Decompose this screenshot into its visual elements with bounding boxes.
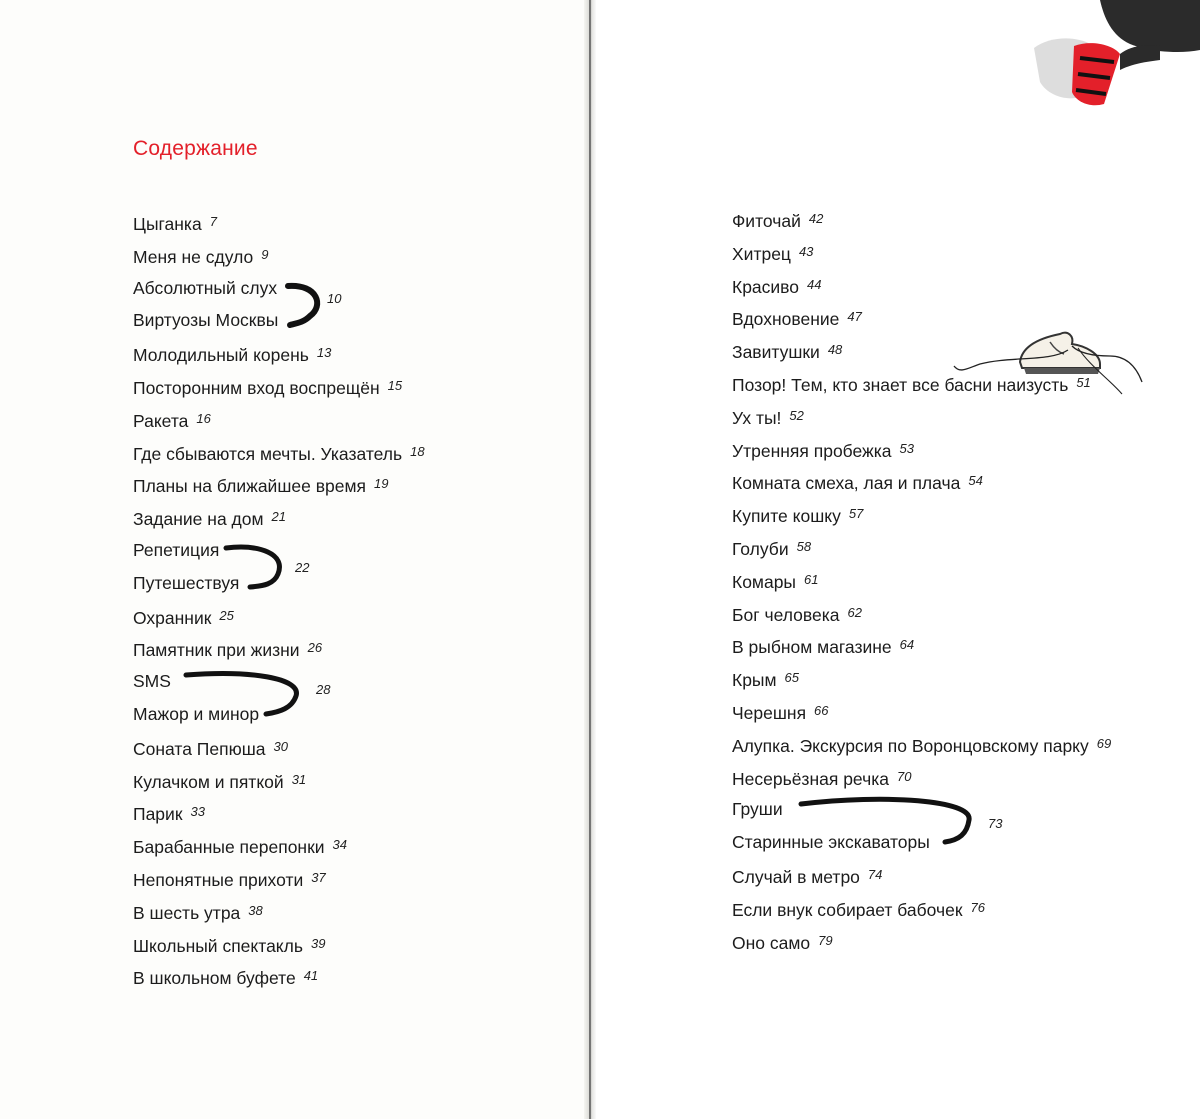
toc-entry-page: 26 [307,640,323,656]
toc-entry [133,600,425,633]
toc-entry-title: Путешествуя [133,572,240,593]
toc-entry-page: 31 [291,771,307,787]
toc-entry [133,764,425,797]
toc-entry-page: 64 [899,637,915,653]
toc-entry-title: Ракета [133,410,189,431]
toc-entry-page: 69 [1096,735,1112,751]
toc-entry [133,337,425,370]
toc-entry-page: 18 [410,443,425,459]
toc-entry-page: 7 [209,214,217,229]
toc-entry-title: Утренняя пробежка [732,440,892,461]
toc-entry [732,925,1111,958]
bracket-page-number: 28 [316,682,331,697]
toc-entry-title: Молодильный корень [133,345,309,366]
toc-entry-title: Если внук собирает бабочек [732,899,963,920]
toc-entry-title: Случай в метро [732,866,860,887]
book-gutter [584,0,596,1119]
toc-entry-page: 33 [190,804,205,820]
toc-entry-page: 16 [196,410,211,426]
toc-entry-page: 15 [387,377,403,393]
toc-entry [732,400,1111,433]
toc-entry-title: Алупка. Экскурсия по Воронцовскому парку [732,735,1089,756]
toc-entry-title: Черешня [732,702,807,723]
toc-entry-title: Бог человека [732,604,840,625]
toc-entry-title: Вдохновение [732,309,840,330]
toc-entry-page: 54 [968,473,983,489]
toc-entry-title: Непонятные прихоти [133,869,304,890]
toc-entry-page: 34 [332,837,347,853]
toc-entry [732,531,1111,564]
page-title: Содержание [133,137,258,160]
toc-entry-title: Фиточай [732,211,801,231]
toc-entry-page: 21 [271,509,286,525]
toc-entry-title: Мажор и минор [133,703,260,724]
toc-entry-title: Планы на ближайшее время [133,476,366,497]
toc-entry [732,465,1111,498]
toc-entry [732,597,1111,630]
toc-entry [133,895,425,928]
toc-entry [133,928,425,961]
toc-entry [732,433,1111,466]
toc-entry [133,436,425,469]
toc-entry-title: Памятник при жизни [133,640,300,661]
toc-entry-title: SMS [133,671,171,692]
toc-entry-page: 30 [273,738,288,754]
toc-entry [133,239,425,272]
toc-entry-title: Оно само [732,932,811,953]
toc-entry-title: Посторонним вход воспрещён [133,377,380,398]
bracket-page-number: 10 [327,291,342,306]
toc-entry [133,468,425,501]
toc-entry-page: 9 [261,246,269,262]
toc-entry [133,304,425,337]
toc-entry-page: 53 [899,440,914,456]
toc-entry-page: 19 [373,476,389,492]
toc-entry [732,728,1111,761]
toc-entry [732,892,1111,925]
toc-entry-title: Школьный спектакль [133,935,303,956]
toc-entry-page: 58 [796,538,812,554]
toc-entry [133,960,425,993]
toc-entry-title: Позор! Тем, кто знает все басни наизусть [732,374,1069,395]
toc-entry-page: 44 [807,276,822,292]
toc-entry-title: Репетиция [133,539,220,560]
toc-entry-page: 66 [814,702,829,718]
toc-entry [133,731,425,764]
toc-entry [133,829,425,862]
bracket-page-number: 73 [988,816,1003,831]
toc-entry-title: Красиво [732,276,800,297]
bracket-mark [220,540,290,592]
toc-entry [133,862,425,895]
toc-entry [732,498,1111,531]
toc-entry [133,370,425,403]
toc-entry-title: Где сбываются мечты. Указатель [133,443,403,464]
toc-entry [732,761,1111,794]
toc-entry-title: Голуби [732,538,789,559]
toc-entry-page: 38 [248,902,263,918]
bracket-page-number: 22 [295,560,310,575]
toc-entry-page: 61 [804,571,819,587]
toc-entry [732,236,1111,269]
toc-entry-title: Хитрец [732,243,791,264]
toc-list-left [133,206,425,993]
toc-entry-page: 51 [1076,374,1091,390]
toc-entry-page: 39 [311,935,326,951]
toc-entry-page: 52 [789,407,804,423]
toc-entry-page: 41 [303,968,319,984]
toc-entry-title: Купите кошку [732,506,841,527]
toc-entry-title: Кулачком и пяткой [133,771,284,792]
toc-entry-title: Несерьёзная речка [732,768,889,789]
toc-entry-page: 76 [970,899,985,915]
toc-entry-page: 47 [847,309,862,325]
toc-entry-title: Меня не сдуло [133,246,254,267]
toc-entry-page: 42 [808,211,824,226]
toc-entry-page: 48 [827,342,843,358]
corner-illustration [1020,0,1200,120]
toc-entry-title: Ух ты! [732,407,782,428]
toc-entry-title: Груши [732,799,783,820]
toc-entry [133,796,425,829]
toc-entry-title: Парик [133,804,183,825]
toc-entry-title: Цыганка [133,214,202,234]
toc-entry-title: Комната смеха, лая и плача [732,473,961,494]
toc-entry [133,272,425,305]
toc-entry [133,501,425,534]
toc-entry-title: Охранник [133,607,212,628]
toc-entry-title: Соната Пепюша [133,738,266,759]
toc-entry-title: Задание на дом [133,509,264,530]
toc-entry [133,632,425,665]
toc-entry [732,269,1111,302]
toc-entry-title: В школьном буфете [133,968,296,989]
toc-entry-page: 43 [798,243,814,259]
toc-entry-page: 70 [896,768,912,784]
bracket-mark [795,794,980,848]
toc-entry-page: 79 [818,932,833,948]
toc-entry [732,859,1111,892]
toc-entry [732,564,1111,597]
toc-entry-page: 65 [784,670,800,686]
toc-entry-title: Барабанные перепонки [133,837,325,858]
toc-entry-page: 37 [311,869,326,885]
shoe-illustration [950,322,1150,398]
toc-entry-title: Старинные экскаваторы [732,832,930,853]
toc-entry-page: 13 [316,345,332,361]
toc-entry [732,662,1111,695]
toc-entry-title: Абсолютный слух [133,277,278,298]
toc-entry [133,403,425,436]
toc-entry-title: Крым [732,670,777,691]
toc-entry [732,203,1111,236]
toc-entry [732,695,1111,728]
toc-entry-title: Виртуозы Москвы [133,310,279,331]
toc-entry-page: 74 [867,866,883,882]
toc-entry-title: В шесть утра [133,902,241,923]
toc-entry-title: Завитушки [732,342,820,363]
toc-entry-page: 62 [847,604,862,620]
bracket-mark [180,668,310,720]
toc-entry-page: 57 [848,506,864,522]
toc-entry [732,629,1111,662]
bracket-mark [280,280,330,330]
toc-entry-page: 25 [219,607,234,623]
toc-entry [133,206,425,239]
toc-entry-title: В рыбном магазине [732,637,892,658]
toc-entry-title: Комары [732,571,797,592]
